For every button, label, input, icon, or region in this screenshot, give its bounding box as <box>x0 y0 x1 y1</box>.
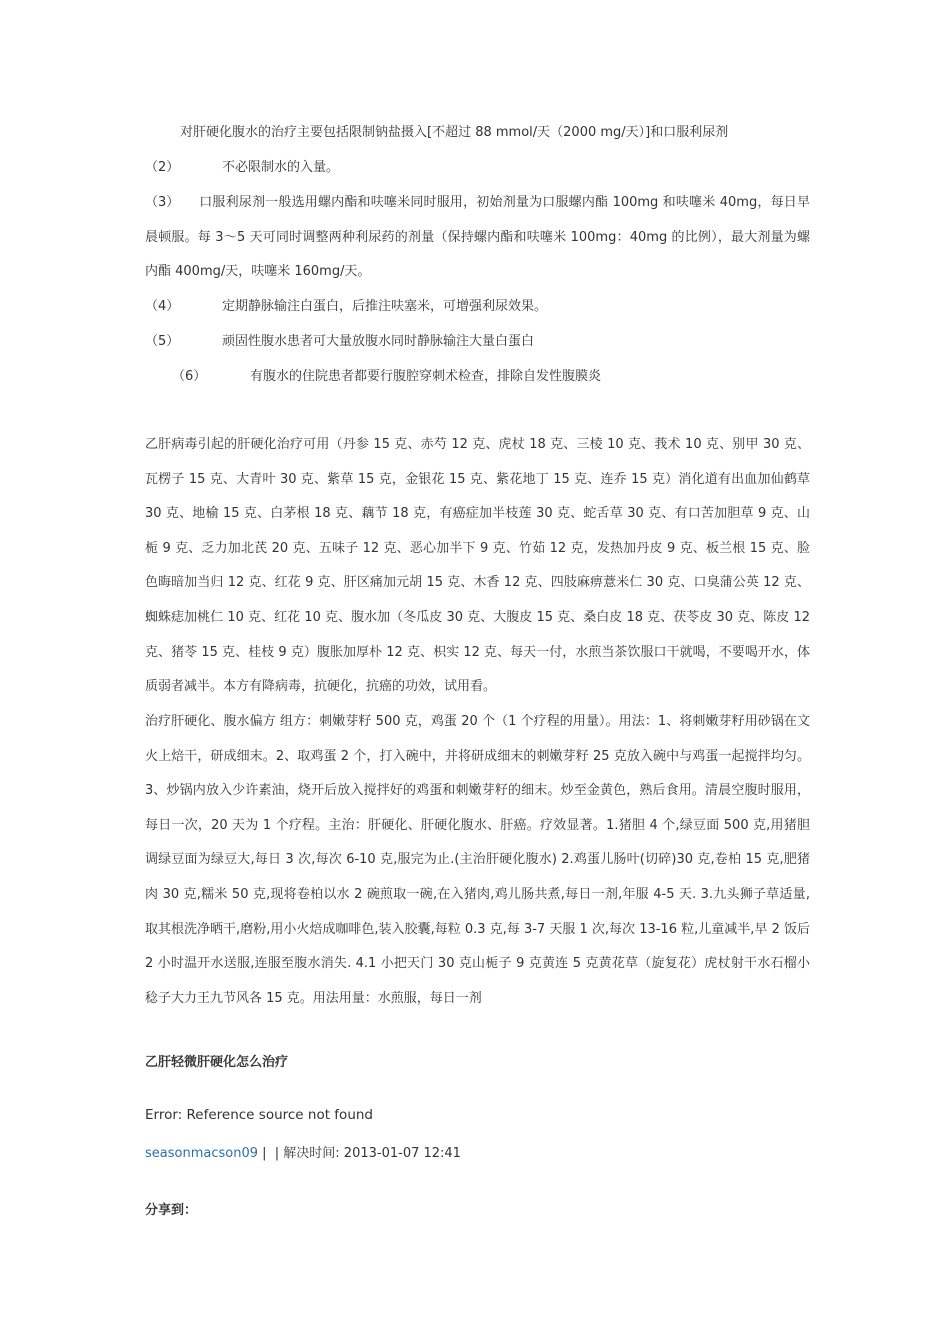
hepatitis-cirrhosis-paragraph: 乙肝病毒引起的肝硬化治疗可用（丹参 15 克、赤芍 12 克、虎杖 18 克、三棱 10 克、莪术 10 克、别甲 30 克、瓦楞子 15 克、大青叶 30 克、紫草 15 克，金银花 15 克、紫花地丁 15 克、连乔 15 克）消化道有出血加仙鹤草 30 克、地榆 15 克、白茅根 18 克、藕节 18 克，有癌症加半枝莲 30 克、蛇舌草 30 克、有口苦加胆草 9 克、山栀 9 克、乏力加北芪 20 克、五味子 12 克、恶心加半下 9 克、竹茹 12 克，发热加丹皮 9 克、板兰根 15 克、脸色晦暗加当归 12 克、红花 9 克、肝区痛加元胡 15 克、木香 12 克、四肢麻痹薏米仁 30 克、口臭蒲公英 12 克、蜘蛛痣加桃仁 10 克、红花 10 克、腹水加（冬瓜皮 30 克、大腹皮 15 克、桑白皮 18 克、茯苓皮 30 克、陈皮 12 克、猪苓 15 克、桂枝 9 克）腹胀加厚朴 12 克、枳实 12 克、每天一付，水煎当茶饮服口干就喝，不要喝开水，体质弱者减半。本方有降病毒，抗硬化，抗癌的功效，试用看。 <box>145 437 810 695</box>
treatment-intro: 对肝硬化腹水的治疗主要包括限制钠盐摄入[不超过 88 mmol/天（2000 mg/天）]和口服利尿剂 <box>180 125 729 140</box>
question-title: 乙肝轻微肝硬化怎么治疗 <box>145 1055 289 1070</box>
treatment-item-4 <box>145 298 547 316</box>
item-text: 定期静脉输注白蛋白，后推注呋塞米，可增强利尿效果。 <box>222 299 548 314</box>
item-number: （2） <box>145 160 180 175</box>
folk-remedy-paragraph: 治疗肝硬化、腹水偏方 组方：刺嫩芽籽 500 克，鸡蛋 20 个（1 个疗程的用量）。用法：1、将刺嫩芽籽用砂锅在文火上焙干，研成细末。2、取鸡蛋 2 个，打入碗中，并将研成细末的刺嫩芽籽 25 克放入碗中与鸡蛋一起搅拌均匀。3、炒锅内放入少许素油，烧开后放入搅拌好的鸡蛋和刺嫩芽籽的细末。炒至金黄色，熟后食用。清晨空腹时服用，每日一次，20 天为 1 个疗程。主治：肝硬化、肝硬化腹水、肝癌。疗效显著。1.猪胆 4 个,绿豆面 500 克,用猪胆调绿豆面为绿豆大,每日 3 次,每次 6-10 克,服完为止.(主治肝硬化腹水) 2.鸡蛋儿肠叶(切碎)30 克,卷柏 15 克,肥猪肉 30 克,糯米 50 克,现将卷柏以水 2 碗煎取一碗,在入猪肉,鸡儿肠共煮,每日一剂,年服 4-5 天. 3.九头狮子草适量,取其根洗净晒干,磨粉,用小火焙成咖啡色,装入胶囊,每粒 0.3 克,每 3-7 天服 1 次,每次 13-16 粒,儿童减半,早 2 饭后 2 小时温开水送服,连服至腹水消失. 4.1 小把天门 30 克山栀子 9 克黄连 5 克黄花草（旋复花）虎杖射干水石榴小稔子大力王九节风各 15 克。用法用量：水煎服，每日一剂 <box>145 714 810 1006</box>
share-label: 分享到： <box>145 1203 198 1218</box>
item-number: （3） <box>145 195 180 210</box>
username-link[interactable]: seasonmacson09 <box>145 1146 258 1161</box>
item-text: 有腹水的住院患者都要行腹腔穿刺术检查，排除自发性腹膜炎 <box>250 369 602 384</box>
treatment-item-2 <box>145 159 339 177</box>
treatment-item-3 <box>145 186 810 290</box>
answer-meta <box>145 1142 461 1161</box>
treatment-item-6 <box>172 368 601 386</box>
meta-separator: | | <box>258 1146 284 1161</box>
item-number: （6） <box>172 369 207 384</box>
error-message: Error: Reference source not found <box>145 1107 373 1123</box>
resolved-time: 解决时间: 2013-01-07 12:41 <box>283 1146 461 1161</box>
item-number: （5） <box>145 334 180 349</box>
treatment-item-5 <box>145 333 534 351</box>
item-text: 不必限制水的入量。 <box>222 160 340 175</box>
item-text: 口服利尿剂一般选用螺内酯和呋噻米同时服用，初始剂量为口服螺内酯 100mg 和呋噻米 40mg，每日早晨顿服。每 3～5 天可同时调整两种利尿药的剂量（保持螺内酯和呋噻米 100mg：40mg 的比例），最大剂量为螺内酯 400mg/天，呋噻米 160mg/天。 <box>145 195 810 280</box>
item-text: 顽固性腹水患者可大量放腹水同时静脉输注大量白蛋白 <box>222 334 535 349</box>
item-number: （4） <box>145 299 180 314</box>
